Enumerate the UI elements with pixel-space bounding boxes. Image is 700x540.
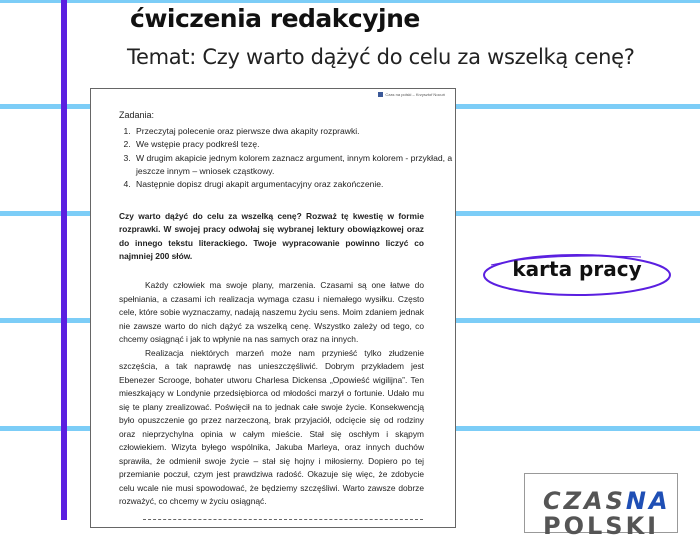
- logo-text-accent: NA: [625, 487, 671, 515]
- essay-prompt: Czy warto dążyć do celu za wszelką cenę? Rozważ tę kwestię w formie rozprawki. W swojej pracy odwołaj się wybranej lektury obowiązkowej oraz do innego tekstu literackiego. Twoje wypracowanie powinno liczyć co najmniej 200 słów.: [119, 211, 424, 261]
- tasks-heading: Zadania:: [119, 110, 155, 120]
- grid-line: [0, 0, 700, 3]
- task-item: 3. W drugim akapicie jednym kolorem zaznacz argument, innym kolorem - przykład, a jeszcze innym – wniosek cząstkowy.: [133, 152, 453, 179]
- logo-text: POLSKI: [543, 512, 660, 540]
- badge-label: karta pracy: [512, 257, 642, 281]
- worksheet-badge: [481, 251, 673, 297]
- essay-paragraph: Realizacja niektórych marzeń może nam przynieść tylko złudzenie szczęścia, a tak naprawdę nas unieszczęśliwić. Dobrym przykładem jest Ebenezer Scrooge, bohater utworu Charlesa Dickensa „Opowieść wigilijna”. Ten mieszkający w Londynie przedsiębiorca od młodości marzył o fortunie. Udało mu się te plany zrealizować. Poświęcił na to jednak całe swoje życie. Konsekwencją było opuszczenie go przez narzeczoną, brak przyjaciół, odcięcie się od rodziny oraz nieprzychylna opinia w całym mieście. Stał się oschłym i skąpym człowiekiem. Wizyta byłego wspólnika, Jakuba Marleya, oraz innych duchów sprawiła, że odmienił swoje życie – stał się hojny i miłosierny. Dopiero po tej przemianie poczuł, czym jest prawdziwa radość. Okazuje się więc, że zdobycie celu wcale nie musi spowodować, że będziemy szczęśliwi. Warto zawsze dobrze rozważyć, co chcemy w życiu osiągnąć.: [119, 347, 424, 506]
- facebook-icon: [378, 92, 383, 97]
- task-item: 4. Następnie dopisz drugi akapit argumentacyjny oraz zakończenie.: [133, 178, 453, 191]
- essay-paragraph: Każdy człowiek ma swoje plany, marzenia. Czasami są one łatwe do spełniania, a czasami ich realizacja wymaga czasu i niemałego wysiłku. Często cele, które sobie wyznaczamy, nadają naszemu życiu sens. Moim zdaniem jednak nie zawsze warto do nich dążyć za wszelką cenę. Wszystko zależy od tego, co chcemy osiągnąć i jak to wpłynie na nas samych oraz na innych.: [119, 280, 424, 344]
- task-item: 2. We wstępie pracy podkreśl tezę.: [133, 138, 453, 151]
- logo-text: CZAS: [543, 487, 626, 515]
- czas-na-polski-logo: [524, 473, 678, 540]
- margin-line: [61, 0, 67, 520]
- worksheet-document: [90, 88, 456, 528]
- task-item: 1. Przeczytaj polecenie oraz pierwsze dwa akapity rozprawki.: [133, 125, 453, 138]
- essay-text: [119, 279, 424, 509]
- document-header: [378, 92, 445, 97]
- slide-title: ćwiczenia redakcyjne: [130, 4, 420, 33]
- header-note: Czas na polski – Krzysztof Nocuń: [385, 92, 445, 97]
- slide-subtitle: Temat: Czy warto dążyć do celu za wszelką cenę?: [127, 45, 635, 69]
- task-list: [119, 125, 453, 191]
